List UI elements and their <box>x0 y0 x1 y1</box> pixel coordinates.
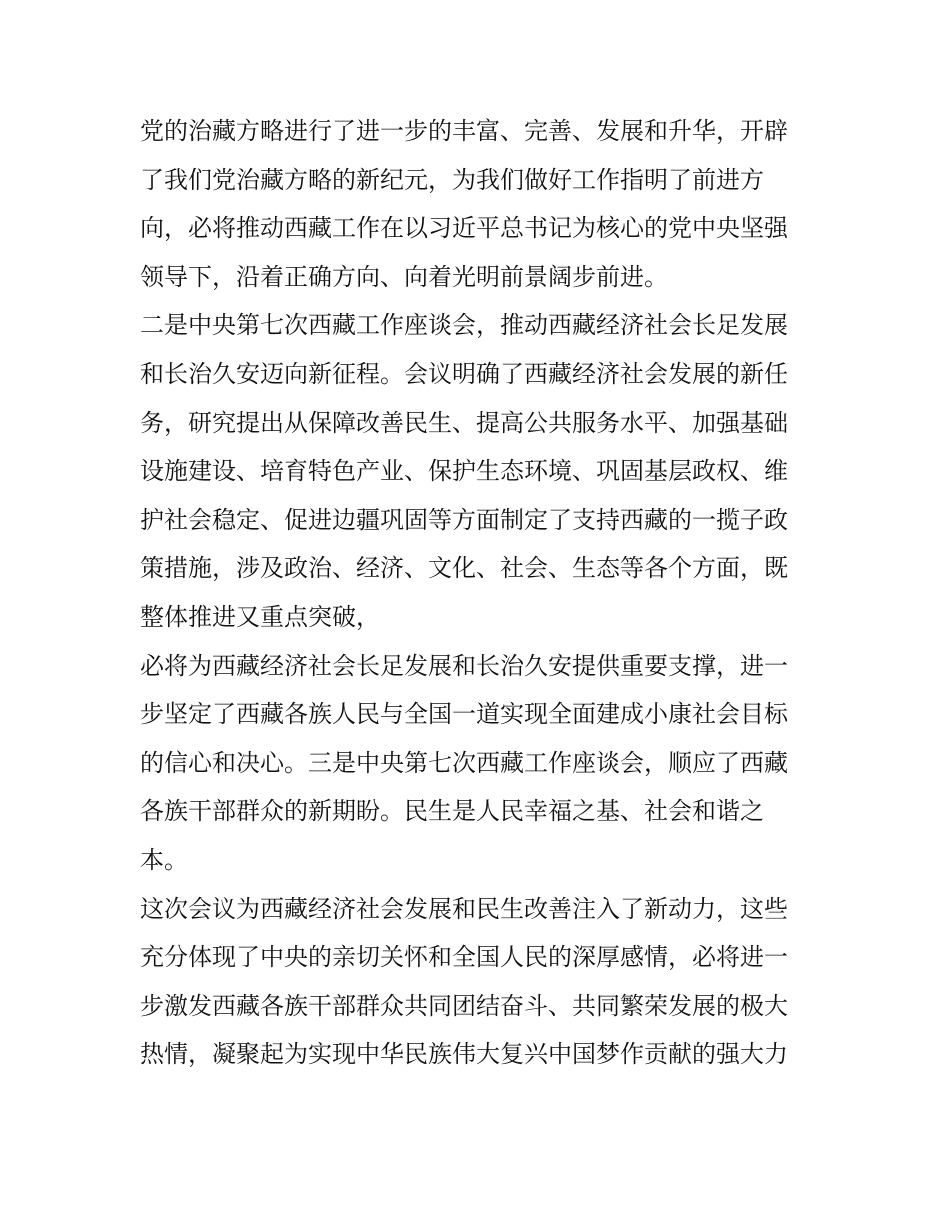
text-line: 了我们党治藏方略的新纪元，为我们做好工作指明了前进方 <box>140 165 764 194</box>
text-line: 本。 <box>140 845 188 874</box>
text-line: 整体推进又重点突破， <box>140 602 380 631</box>
text-line: 领导下，沿着正确方向、向着光明前景阔步前进。 <box>140 262 668 291</box>
text-line: 热情，凝聚起为实现中华民族伟大复兴中国梦作贡献的强大力 <box>140 1040 788 1069</box>
text-line: 和长治久安迈向新征程。会议明确了西藏经济社会发展的新任 <box>140 359 788 388</box>
text-line: 必将为西藏经济社会长足发展和长治久安提供重要支撑，进一 <box>140 651 788 680</box>
text-line: 的信心和决心。三是中央第七次西藏工作座谈会，顺应了西藏 <box>140 748 788 777</box>
text-line: 这次会议为西藏经济社会发展和民生改善注入了新动力，这些 <box>140 894 788 923</box>
document-body <box>140 107 820 1079</box>
text-line: 策措施，涉及政治、经济、文化、社会、生态等各个方面，既 <box>140 554 788 583</box>
text-line: 护社会稳定、促进边疆巩固等方面制定了支持西藏的一揽子政 <box>140 505 788 534</box>
text-line: 步激发西藏各族干部群众共同团结奋斗、共同繁荣发展的极大 <box>140 991 788 1020</box>
text-line: 设施建设、培育特色产业、保护生态环境、巩固基层政权、维 <box>140 457 788 486</box>
text-line: 步坚定了西藏各族人民与全国一道实现全面建成小康社会目标 <box>140 700 788 729</box>
text-line: 二是中央第七次西藏工作座谈会，推动西藏经济社会长足发展 <box>140 311 788 340</box>
text-line: 充分体现了中央的亲切关怀和全国人民的深厚感情，必将进一 <box>140 943 788 972</box>
text-line: 党的治藏方略进行了进一步的丰富、完善、发展和升华，开辟 <box>140 117 788 145</box>
text-line: 向，必将推动西藏工作在以习近平总书记为核心的党中央坚强 <box>140 214 788 243</box>
text-line: 务，研究提出从保障改善民生、提高公共服务水平、加强基础 <box>140 408 788 437</box>
text-line: 各族干部群众的新期盼。民生是人民幸福之基、社会和谐之 <box>140 797 764 826</box>
